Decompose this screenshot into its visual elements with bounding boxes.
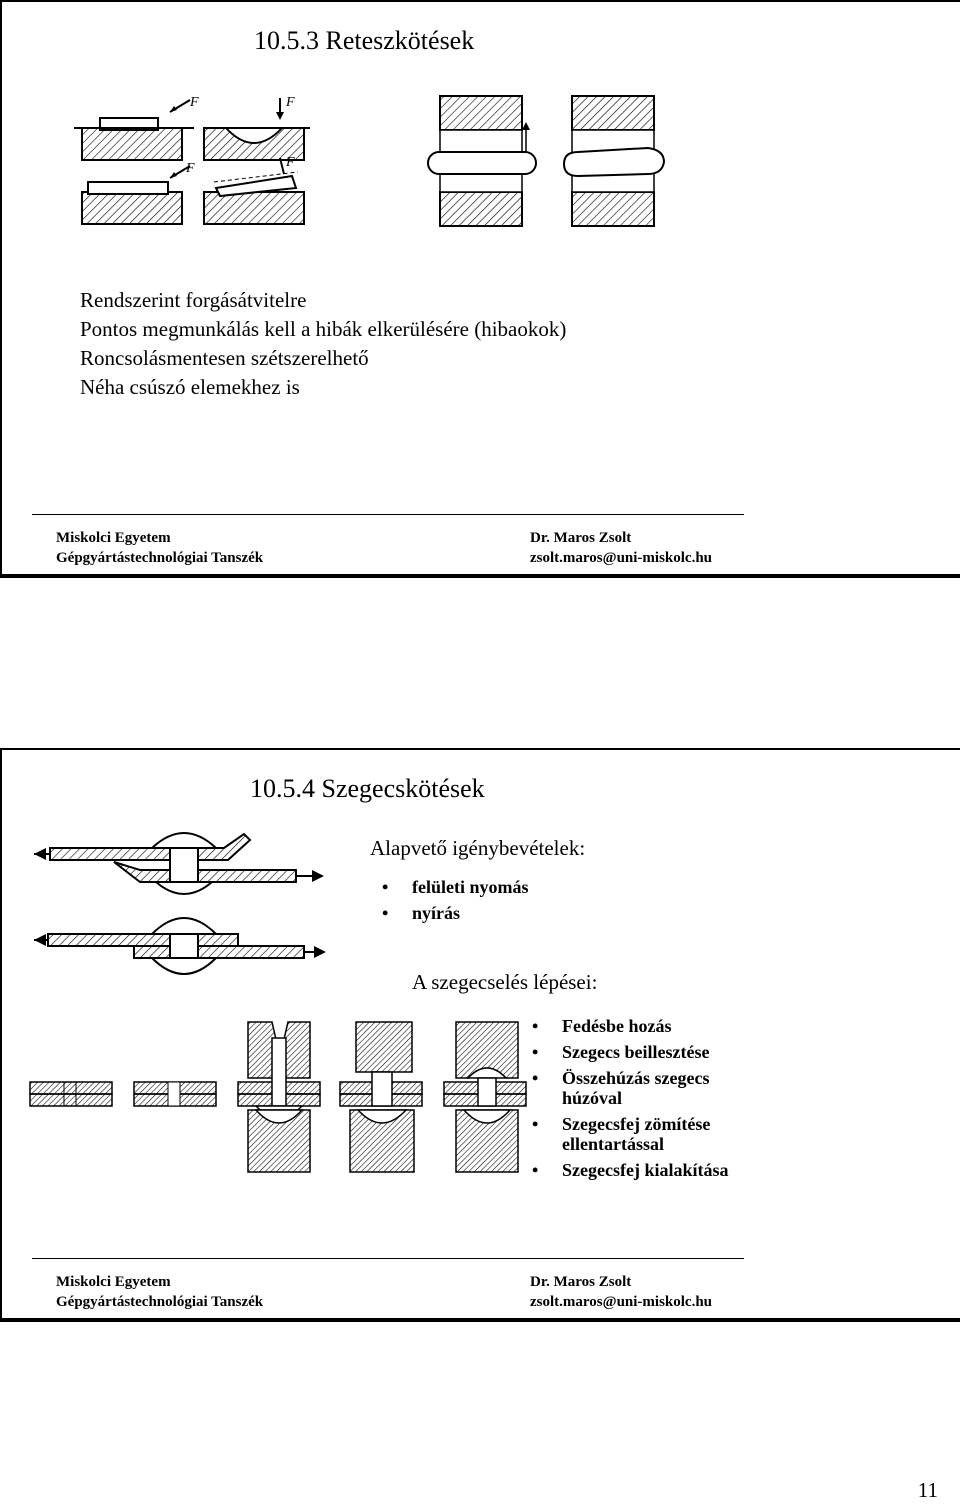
steps-list	[532, 1016, 752, 1180]
slide-reteszkotesek	[0, 0, 960, 578]
list-item-text: Szegecs beillesztése	[562, 1042, 710, 1062]
key-in-hub-figure	[412, 94, 702, 229]
bullet-icon: •	[532, 1068, 539, 1088]
slide-szegecskotesek	[0, 748, 960, 1322]
list-item	[532, 1114, 752, 1154]
bullet-icon: •	[532, 1160, 539, 1180]
force-label: F	[190, 95, 199, 110]
footer-university: Miskolci Egyetem	[56, 1274, 171, 1290]
list-item	[382, 900, 529, 926]
slide-body	[80, 286, 566, 402]
force-label: F	[286, 155, 295, 170]
body-line: Néha csúszó elemekhez is	[80, 375, 300, 399]
footer-university: Miskolci Egyetem	[56, 530, 171, 546]
bullet-icon: •	[382, 903, 389, 923]
slide-title: 10.5.3 Reteszkötések	[254, 26, 475, 55]
footer-divider	[32, 514, 744, 515]
steps-heading: A szegecselés lépései:	[412, 970, 598, 994]
footer-right	[530, 1272, 712, 1312]
list-item-text: nyírás	[412, 903, 461, 923]
bullet-icon: •	[532, 1016, 539, 1036]
key-joint-failure-figure	[74, 92, 394, 232]
bullet-icon: •	[382, 877, 389, 897]
riveting-steps-figure	[28, 1018, 528, 1176]
list-item	[532, 1160, 752, 1180]
footer-email: zsolt.maros@uni-miskolc.hu	[530, 1294, 713, 1310]
body-line: Rendszerint forgásátvitelre	[80, 288, 307, 312]
list-item	[382, 874, 529, 900]
rivet-load-figure	[34, 826, 334, 984]
footer-right	[530, 528, 712, 568]
footer-left	[56, 1272, 263, 1312]
footer-author: Dr. Maros Zsolt	[530, 1274, 632, 1290]
bullet-icon: •	[532, 1042, 539, 1062]
list-item-text: Összehúzás szegecs húzóval	[562, 1068, 710, 1108]
footer-department: Gépgyártástechnológiai Tanszék	[56, 550, 264, 566]
body-line: Roncsolásmentesen szétszerelhető	[80, 346, 369, 370]
list-item-text: felületi nyomás	[412, 877, 529, 897]
list-item	[532, 1016, 752, 1036]
list-item	[532, 1042, 752, 1062]
footer-left	[56, 528, 263, 568]
list-item	[532, 1068, 742, 1108]
list-item-text: Szegecsfej zömítése ellentartással	[562, 1114, 711, 1154]
page-number: 11	[917, 1478, 938, 1502]
list-item-text: Fedésbe hozás	[562, 1016, 672, 1036]
footer-divider	[32, 1258, 744, 1259]
body-line: Pontos megmunkálás kell a hibák elkerülésére (hibaokok)	[80, 317, 567, 341]
force-label: F	[286, 95, 295, 110]
footer-author: Dr. Maros Zsolt	[530, 530, 632, 546]
loads-list	[382, 874, 529, 926]
footer-email: zsolt.maros@uni-miskolc.hu	[530, 550, 713, 566]
footer-department: Gépgyártástechnológiai Tanszék	[56, 1294, 264, 1310]
loads-heading: Alapvető igénybevételek:	[370, 836, 586, 860]
force-label: F	[186, 161, 195, 176]
list-item-text: Szegecsfej kialakítása	[562, 1160, 729, 1180]
bullet-icon: •	[532, 1114, 539, 1134]
slide-title: 10.5.4 Szegecskötések	[250, 774, 485, 803]
